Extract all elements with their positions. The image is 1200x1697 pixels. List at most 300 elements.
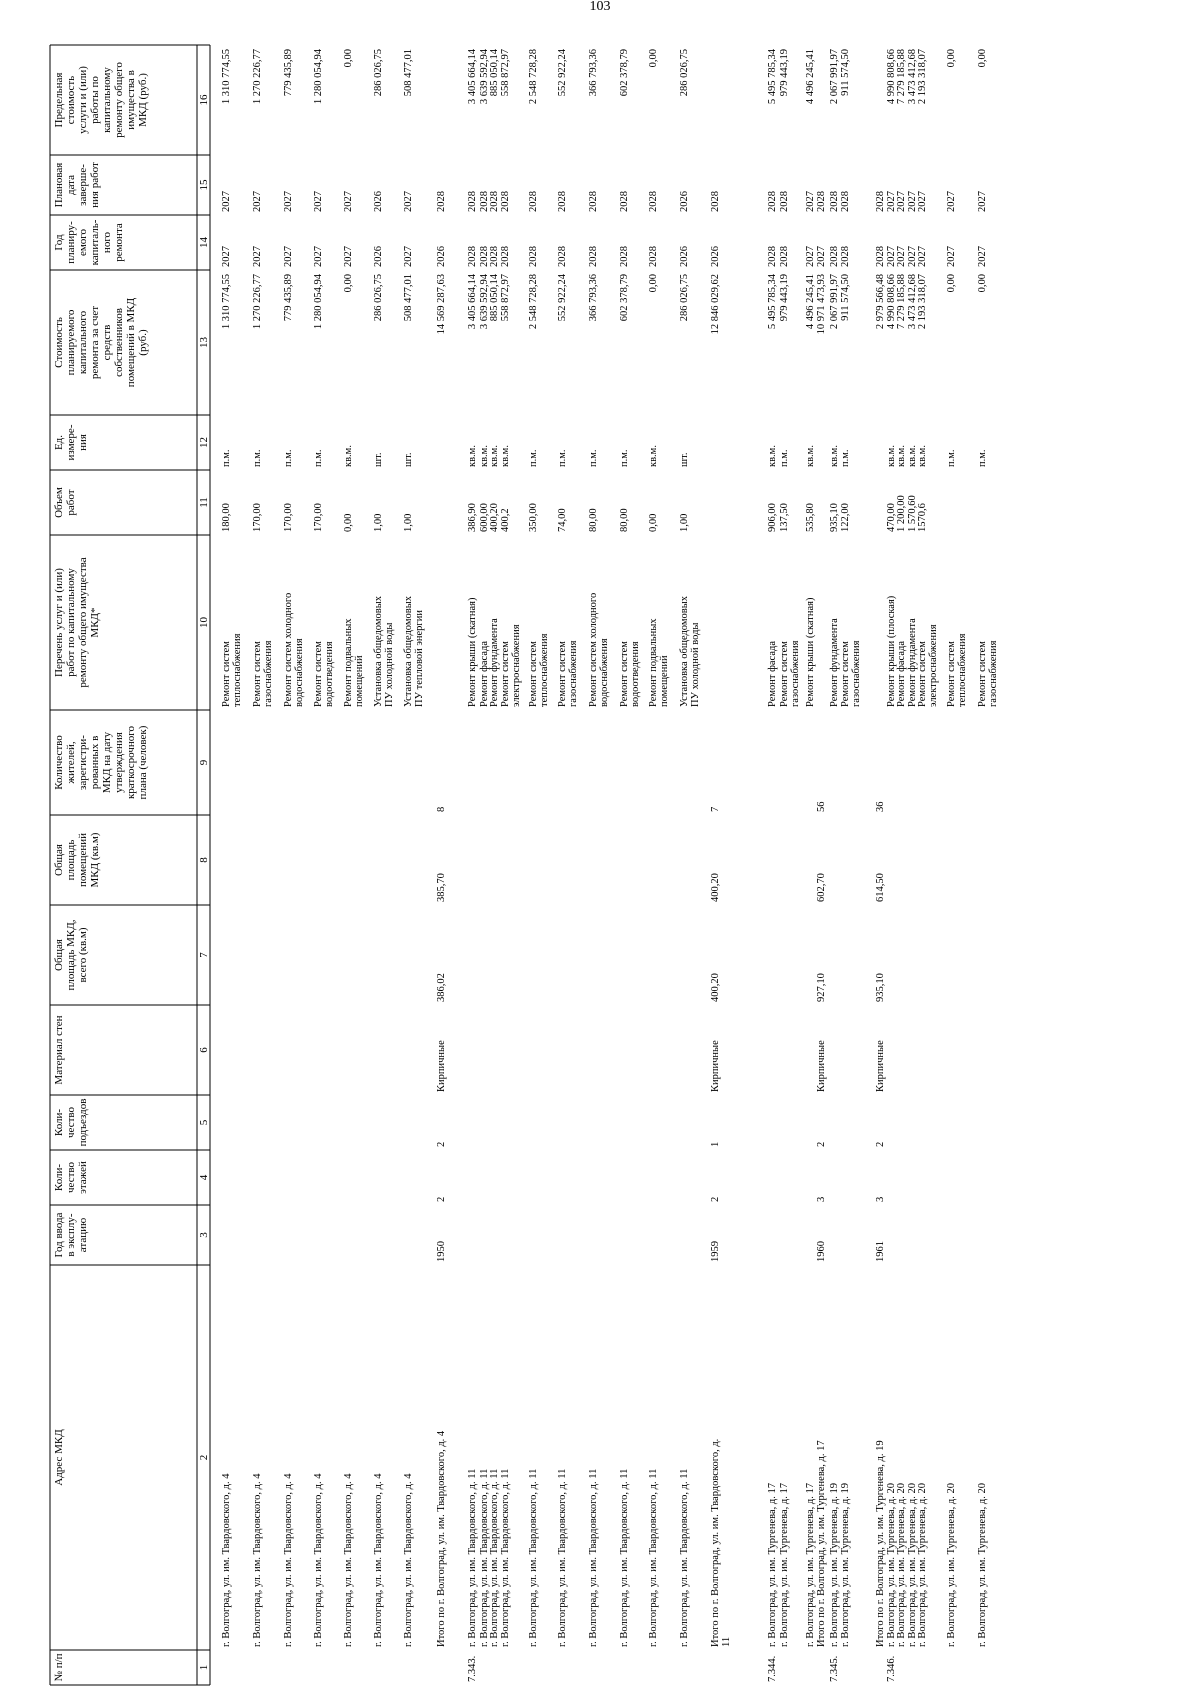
row-work-item: водоснабжения bbox=[599, 638, 610, 707]
row-planned-year: 2027 bbox=[886, 246, 897, 267]
row-address: г. Волгоград, ул. им. Твардовского, д. 4 bbox=[373, 1473, 384, 1647]
row-volume: 470,00 bbox=[886, 503, 897, 532]
row-cost: 779 435,89 bbox=[283, 274, 294, 322]
row-volume: 400,2 bbox=[500, 508, 511, 532]
row-completion-date: 2028 bbox=[829, 191, 840, 212]
column-header-16: Предельная стоимость услуги и (или) работы по капитальному ремонту общего имущества в МКД (руб.) bbox=[53, 62, 149, 138]
row-address: Итого по г. Волгоград, ул. им. Тургенева, д. 17 bbox=[816, 1440, 827, 1647]
row-work-item: ПУ холодной воды bbox=[690, 622, 701, 707]
column-number-4: 4 bbox=[198, 1174, 210, 1181]
row-residents: 8 bbox=[436, 806, 447, 812]
row-planned-year: 2028 bbox=[829, 246, 840, 267]
row-address: г. Волгоград, ул. им. Тургенева, д. 17 bbox=[779, 1483, 790, 1647]
column-header-14: Год планиру- емого капиталь- ного ремонта bbox=[53, 219, 125, 266]
row-work-item: Ремонт крыши (скатная) bbox=[805, 597, 816, 707]
row-completion-date: 2027 bbox=[907, 191, 918, 212]
row-year: 1959 bbox=[710, 1241, 721, 1262]
row-address: г. Волгоград, ул. им. Твардовского, д. 11 bbox=[557, 1468, 568, 1647]
row-planned-year: 2027 bbox=[946, 246, 957, 267]
row-planned-year: 2027 bbox=[917, 246, 928, 267]
row-unit: кв.м. bbox=[907, 445, 918, 467]
row-completion-date: 2027 bbox=[946, 191, 957, 212]
row-cost: 5 495 785,34 bbox=[767, 274, 778, 330]
column-number-12: 12 bbox=[198, 437, 210, 448]
row-volume: 170,00 bbox=[283, 503, 294, 532]
column-header-4: Коли- чество этажей bbox=[53, 1161, 89, 1194]
row-volume: 535,80 bbox=[805, 503, 816, 532]
row-floors: 3 bbox=[875, 1196, 886, 1202]
row-cost: 911 574,50 bbox=[840, 274, 851, 321]
row-volume: 1,00 bbox=[373, 513, 384, 532]
column-number-6: 6 bbox=[198, 1047, 210, 1053]
column-header-12: Ед. измере- ния bbox=[53, 424, 89, 461]
row-planned-year: 2027 bbox=[977, 246, 988, 267]
column-header-13: Стоимость планируемого капитального ремонта за счет средств собственников помещений в МКД (руб.) bbox=[53, 297, 149, 388]
row-planned-year: 2028 bbox=[528, 246, 539, 267]
row-work-item: газоснабжения bbox=[851, 640, 862, 707]
row-completion-date: 2027 bbox=[403, 191, 414, 212]
row-entrances: 2 bbox=[436, 1141, 447, 1147]
row-residents: 7 bbox=[710, 806, 721, 812]
row-address: Итого по г. Волгоград, ул. им. Твардовского, д. bbox=[710, 1438, 721, 1647]
row-limit-cost: 979 443,19 bbox=[779, 49, 790, 97]
row-planned-year: 2028 bbox=[875, 246, 886, 267]
row-cost: 286 026,75 bbox=[679, 274, 690, 322]
column-header-15: Плановая дата заверше- ния работ bbox=[53, 162, 101, 208]
row-work-item: Ремонт систем bbox=[557, 641, 568, 707]
row-address: г. Волгоград, ул. им. Твардовского, д. 11 bbox=[588, 1468, 599, 1647]
row-completion-date: 2028 bbox=[875, 191, 886, 212]
row-cost: 1 270 226,77 bbox=[252, 274, 263, 330]
row-address: г. Волгоград, ул. им. Твардовского, д. 11 bbox=[619, 1468, 630, 1647]
row-planned-year: 2027 bbox=[907, 246, 918, 267]
column-header-3: Год ввода в эксплу- атацию bbox=[53, 1212, 89, 1258]
row-planned-year: 2028 bbox=[489, 246, 500, 267]
row-completion-date: 2028 bbox=[479, 191, 490, 212]
row-unit: шт. bbox=[679, 452, 690, 467]
row-work-item: газоснабжения bbox=[988, 640, 999, 707]
row-floors: 2 bbox=[710, 1196, 721, 1202]
row-address: Итого по г. Волгоград, ул. им. Тургенева, д. 19 bbox=[875, 1440, 886, 1647]
row-planned-year: 2028 bbox=[840, 246, 851, 267]
row-premises-area: 614,50 bbox=[875, 873, 886, 902]
row-planned-year: 2028 bbox=[467, 246, 478, 267]
row-address: г. Волгоград, ул. им. Тургенева, д. 17 bbox=[767, 1483, 778, 1647]
row-cost: 4 496 245,41 bbox=[805, 274, 816, 330]
row-volume: 600,00 bbox=[479, 503, 490, 532]
row-completion-date: 2028 bbox=[467, 191, 478, 212]
row-planned-year: 2027 bbox=[252, 246, 263, 267]
column-number-1: 1 bbox=[198, 1664, 210, 1671]
row-limit-cost: 552 922,24 bbox=[557, 49, 568, 97]
row-address: г. Волгоград, ул. им. Тургенева, д. 20 bbox=[896, 1483, 907, 1647]
row-completion-date: 2028 bbox=[779, 191, 790, 212]
row-address: г. Волгоград, ул. им. Твардовского, д. 4 bbox=[343, 1473, 354, 1647]
row-year: 1960 bbox=[816, 1241, 827, 1262]
row-limit-cost: 0,00 bbox=[343, 49, 354, 68]
row-volume: 0,00 bbox=[648, 513, 659, 532]
column-header-9: Количество жителей, зарегистри- рованных в МКД на дату утверждения краткосрочного плана (человек) bbox=[53, 725, 149, 800]
row-cost: 0,00 bbox=[946, 274, 957, 293]
column-header-8: Общая площадь помещений МКД (кв.м) bbox=[53, 832, 101, 888]
column-header-5: Коли- чество подъездов bbox=[53, 1098, 89, 1147]
row-cost: 12 846 029,62 bbox=[710, 274, 721, 335]
row-cost: 885 050,14 bbox=[489, 274, 500, 322]
row-limit-cost: 4 496 245,41 bbox=[805, 49, 816, 105]
row-work-item: Установка общедомовых bbox=[679, 595, 690, 707]
row-address: г. Волгоград, ул. им. Тургенева, д. 20 bbox=[907, 1483, 918, 1647]
row-volume: 80,00 bbox=[619, 508, 630, 532]
row-entrances: 1 bbox=[710, 1141, 721, 1147]
row-work-item: Ремонт систем bbox=[840, 641, 851, 707]
row-total-area: 935,10 bbox=[875, 973, 886, 1002]
row-total-area: 400,20 bbox=[710, 973, 721, 1002]
row-completion-date: 2028 bbox=[648, 191, 659, 212]
row-address: 11 bbox=[721, 1636, 732, 1647]
row-premises-area: 602,70 bbox=[816, 873, 827, 902]
row-address: г. Волгоград, ул. им. Твардовского, д. 11 bbox=[500, 1468, 511, 1647]
row-unit: п.м. bbox=[528, 449, 539, 467]
row-number: 7.343. bbox=[467, 1655, 478, 1682]
row-cost: 14 569 287,63 bbox=[436, 274, 447, 335]
row-limit-cost: 4 990 808,66 bbox=[886, 49, 897, 105]
row-cost: 0,00 bbox=[648, 274, 659, 293]
row-work-item: водоотведения bbox=[630, 641, 641, 707]
column-number-7: 7 bbox=[198, 952, 210, 958]
row-planned-year: 2028 bbox=[648, 246, 659, 267]
row-planned-year: 2028 bbox=[619, 246, 630, 267]
row-work-item: Ремонт систем bbox=[252, 641, 263, 707]
row-volume: 80,00 bbox=[588, 508, 599, 532]
row-planned-year: 2028 bbox=[767, 246, 778, 267]
row-unit: кв.м. bbox=[500, 445, 511, 467]
row-work-item: помещений bbox=[659, 655, 670, 707]
column-number-2: 2 bbox=[198, 1454, 210, 1461]
row-address: г. Волгоград, ул. им. Твардовского, д. 4 bbox=[283, 1473, 294, 1647]
row-limit-cost: 2 548 728,28 bbox=[528, 49, 539, 105]
row-year: 1950 bbox=[436, 1241, 447, 1262]
row-volume: 1 200,00 bbox=[896, 495, 907, 532]
row-work-item: Ремонт систем bbox=[313, 641, 324, 707]
row-planned-year: 2028 bbox=[779, 246, 790, 267]
row-work-item: Ремонт фасада bbox=[479, 640, 490, 707]
row-premises-area: 385,70 bbox=[436, 873, 447, 902]
row-unit: кв.м. bbox=[886, 445, 897, 467]
row-cost: 366 793,36 bbox=[588, 274, 599, 322]
column-number-9: 9 bbox=[198, 759, 210, 766]
row-address: г. Волгоград, ул. им. Твардовского, д. 4 bbox=[252, 1473, 263, 1647]
row-planned-year: 2028 bbox=[479, 246, 490, 267]
row-cost: 3 639 592,94 bbox=[479, 274, 490, 330]
row-work-item: Ремонт систем холодного bbox=[588, 592, 599, 707]
row-planned-year: 2026 bbox=[436, 246, 447, 267]
row-volume: 170,00 bbox=[313, 503, 324, 532]
row-limit-cost: 558 872,97 bbox=[500, 49, 511, 97]
row-cost: 7 279 185,88 bbox=[896, 274, 907, 330]
row-work-item: Ремонт крыши (скатная) bbox=[467, 597, 478, 707]
row-wall-material: Кирпичные bbox=[816, 1040, 827, 1092]
row-completion-date: 2028 bbox=[500, 191, 511, 212]
row-wall-material: Кирпичные bbox=[875, 1040, 886, 1092]
row-address: Итого по г. Волгоград, ул. им. Твардовского, д. 4 bbox=[436, 1430, 447, 1647]
row-unit: кв.м. bbox=[343, 445, 354, 467]
column-header-7: Общая площадь МКД, всего (кв.м) bbox=[53, 919, 89, 991]
row-cost: 2 979 566,48 bbox=[875, 274, 886, 330]
row-unit: кв.м. bbox=[648, 445, 659, 467]
row-volume: 1,00 bbox=[679, 513, 690, 532]
row-unit: кв.м. bbox=[805, 445, 816, 467]
row-wall-material: Кирпичные bbox=[436, 1040, 447, 1092]
row-planned-year: 2027 bbox=[403, 246, 414, 267]
row-cost: 552 922,24 bbox=[557, 274, 568, 322]
row-limit-cost: 5 495 785,34 bbox=[767, 49, 778, 105]
column-number-11: 11 bbox=[198, 497, 210, 508]
column-header-11: Объем работ bbox=[53, 487, 77, 518]
row-work-item: теплоснабжения bbox=[957, 633, 968, 707]
row-unit: п.м. bbox=[283, 449, 294, 467]
row-unit: кв.м. bbox=[489, 445, 500, 467]
row-unit: шт. bbox=[403, 452, 414, 467]
row-address: г. Волгоград, ул. им. Твардовского, д. 11 bbox=[679, 1468, 690, 1647]
row-cost: 979 443,19 bbox=[779, 274, 790, 322]
row-unit: кв.м. bbox=[917, 445, 928, 467]
row-completion-date: 2028 bbox=[436, 191, 447, 212]
row-completion-date: 2028 bbox=[528, 191, 539, 212]
row-planned-year: 2027 bbox=[816, 246, 827, 267]
row-planned-year: 2027 bbox=[313, 246, 324, 267]
row-unit: п.м. bbox=[840, 449, 851, 467]
row-work-item: Ремонт систем bbox=[528, 641, 539, 707]
column-number-15: 15 bbox=[198, 179, 210, 191]
row-address: г. Волгоград, ул. им. Твардовского, д. 11 bbox=[479, 1468, 490, 1647]
column-number-14: 14 bbox=[198, 237, 210, 248]
column-header-1: № п/п bbox=[53, 1653, 65, 1682]
column-header-10: Перечень услуг и (или) работ по капитальному ремонту общего имущества МКД* bbox=[53, 557, 101, 688]
row-limit-cost: 911 574,50 bbox=[840, 49, 851, 96]
row-volume: 170,00 bbox=[252, 503, 263, 532]
row-limit-cost: 0,00 bbox=[648, 49, 659, 68]
row-address: г. Волгоград, ул. им. Тургенева, д. 19 bbox=[829, 1483, 840, 1647]
row-work-item: Ремонт систем bbox=[977, 641, 988, 707]
row-work-item: Ремонт систем bbox=[221, 641, 232, 707]
row-completion-date: 2027 bbox=[886, 191, 897, 212]
row-limit-cost: 1 310 774,55 bbox=[221, 49, 232, 105]
row-completion-date: 2028 bbox=[710, 191, 721, 212]
row-completion-date: 2027 bbox=[343, 191, 354, 212]
row-volume: 386,90 bbox=[467, 503, 478, 532]
row-work-item: Ремонт крыши (плоская) bbox=[886, 595, 897, 707]
row-total-area: 927,10 bbox=[816, 973, 827, 1002]
row-cost: 1 310 774,55 bbox=[221, 274, 232, 330]
row-work-item: Ремонт систем bbox=[946, 641, 957, 707]
row-number: 7.345. bbox=[829, 1655, 840, 1682]
row-work-item: Ремонт систем холодного bbox=[283, 592, 294, 707]
row-address: г. Волгоград, ул. им. Тургенева, д. 19 bbox=[840, 1483, 851, 1647]
row-work-item: Ремонт фундамента bbox=[829, 618, 840, 707]
row-work-item: Ремонт подвальных bbox=[648, 618, 659, 707]
row-limit-cost: 0,00 bbox=[946, 49, 957, 68]
row-completion-date: 2026 bbox=[679, 191, 690, 212]
row-planned-year: 2027 bbox=[805, 246, 816, 267]
row-floors: 2 bbox=[436, 1196, 447, 1202]
row-volume: 1570,6 bbox=[917, 503, 928, 532]
row-volume: 74,00 bbox=[557, 508, 568, 532]
row-cost: 558 872,97 bbox=[500, 274, 511, 322]
row-planned-year: 2027 bbox=[221, 246, 232, 267]
row-address: г. Волгоград, ул. им. Твардовского, д. 11 bbox=[467, 1468, 478, 1647]
row-planned-year: 2026 bbox=[710, 246, 721, 267]
row-completion-date: 2028 bbox=[767, 191, 778, 212]
row-cost: 2 193 318,07 bbox=[917, 274, 928, 330]
row-planned-year: 2028 bbox=[557, 246, 568, 267]
row-entrances: 2 bbox=[875, 1141, 886, 1147]
row-address: г. Волгоград, ул. им. Твардовского, д. 11 bbox=[489, 1468, 500, 1647]
row-address: г. Волгоград, ул. им. Тургенева, д. 20 bbox=[946, 1483, 957, 1647]
row-completion-date: 2027 bbox=[283, 191, 294, 212]
row-planned-year: 2026 bbox=[373, 246, 384, 267]
row-limit-cost: 7 279 185,88 bbox=[896, 49, 907, 105]
row-unit: кв.м. bbox=[767, 445, 778, 467]
row-work-item: Установка общедомовых bbox=[403, 595, 414, 707]
row-completion-date: 2027 bbox=[313, 191, 324, 212]
row-completion-date: 2026 bbox=[373, 191, 384, 212]
row-premises-area: 400,20 bbox=[710, 873, 721, 902]
row-volume: 350,00 bbox=[528, 503, 539, 532]
row-volume: 180,00 bbox=[221, 503, 232, 532]
row-work-item: помещений bbox=[354, 655, 365, 707]
row-work-item: Ремонт систем bbox=[779, 641, 790, 707]
row-work-item: ПУ холодной воды bbox=[384, 622, 395, 707]
row-cost: 3 405 664,14 bbox=[467, 274, 478, 330]
row-work-item: водоснабжения bbox=[294, 638, 305, 707]
row-work-item: Ремонт фундамента bbox=[489, 618, 500, 707]
row-cost: 2 067 991,97 bbox=[829, 274, 840, 330]
row-work-item: газоснабжения bbox=[790, 640, 801, 707]
row-planned-year: 2027 bbox=[283, 246, 294, 267]
column-number-3: 3 bbox=[198, 1232, 210, 1238]
column-number-5: 5 bbox=[198, 1119, 210, 1126]
column-number-8: 8 bbox=[198, 857, 210, 863]
row-number: 7.346. bbox=[886, 1655, 897, 1682]
row-limit-cost: 2 193 318,07 bbox=[917, 49, 928, 105]
row-unit: п.м. bbox=[252, 449, 263, 467]
row-completion-date: 2027 bbox=[252, 191, 263, 212]
row-address: г. Волгоград, ул. им. Твардовского, д. 11 bbox=[648, 1468, 659, 1647]
row-unit: п.м. bbox=[779, 449, 790, 467]
row-work-item: электроснабжения bbox=[511, 624, 522, 707]
row-limit-cost: 286 026,75 bbox=[373, 49, 384, 97]
row-volume: 906,00 bbox=[767, 503, 778, 532]
row-address: г. Волгоград, ул. им. Тургенева, д. 20 bbox=[917, 1483, 928, 1647]
row-volume: 400,20 bbox=[489, 503, 500, 532]
row-work-item: водоотведения bbox=[324, 641, 335, 707]
row-completion-date: 2028 bbox=[816, 191, 827, 212]
row-unit: п.м. bbox=[221, 449, 232, 467]
row-planned-year: 2027 bbox=[896, 246, 907, 267]
row-work-item: газоснабжения bbox=[263, 640, 274, 707]
row-cost: 0,00 bbox=[977, 274, 988, 293]
row-limit-cost: 3 639 592,94 bbox=[479, 49, 490, 105]
row-cost: 508 477,01 bbox=[403, 274, 414, 322]
row-completion-date: 2028 bbox=[619, 191, 630, 212]
column-header-2: Адрес МКД bbox=[53, 1429, 65, 1486]
row-work-item: ПУ тепловой энергии bbox=[414, 610, 425, 707]
row-cost: 0,00 bbox=[343, 274, 354, 293]
row-volume: 0,00 bbox=[343, 513, 354, 532]
row-unit: кв.м. bbox=[896, 445, 907, 467]
row-completion-date: 2028 bbox=[840, 191, 851, 212]
row-residents: 56 bbox=[816, 801, 827, 812]
row-planned-year: 2027 bbox=[343, 246, 354, 267]
row-cost: 602 378,79 bbox=[619, 274, 630, 322]
row-volume: 935,10 bbox=[829, 503, 840, 532]
row-work-item: Ремонт фасада bbox=[767, 640, 778, 707]
row-planned-year: 2028 bbox=[500, 246, 511, 267]
row-unit: п.м. bbox=[619, 449, 630, 467]
row-number: 7.344. bbox=[767, 1655, 778, 1682]
row-work-item: газоснабжения bbox=[568, 640, 579, 707]
column-header-6: Материал стен bbox=[53, 1015, 65, 1085]
row-limit-cost: 3 405 664,14 bbox=[467, 49, 478, 105]
row-limit-cost: 0,00 bbox=[977, 49, 988, 68]
row-work-item: Ремонт систем bbox=[500, 641, 511, 707]
row-unit: п.м. bbox=[313, 449, 324, 467]
row-work-item: электроснабжения bbox=[928, 624, 939, 707]
row-work-item: Ремонт систем bbox=[917, 641, 928, 707]
row-completion-date: 2027 bbox=[896, 191, 907, 212]
row-cost: 10 971 473,93 bbox=[816, 274, 827, 335]
row-work-item: Ремонт фасада bbox=[896, 640, 907, 707]
row-completion-date: 2028 bbox=[588, 191, 599, 212]
row-address: г. Волгоград, ул. им. Тургенева, д. 20 bbox=[886, 1483, 897, 1647]
row-unit: кв.м. bbox=[479, 445, 490, 467]
row-floors: 3 bbox=[816, 1196, 827, 1202]
row-unit: п.м. bbox=[588, 449, 599, 467]
row-cost: 286 026,75 bbox=[373, 274, 384, 322]
row-limit-cost: 602 378,79 bbox=[619, 49, 630, 97]
row-limit-cost: 3 473 412,68 bbox=[907, 49, 918, 105]
row-limit-cost: 885 050,14 bbox=[489, 49, 500, 97]
row-address: г. Волгоград, ул. им. Твардовского, д. 4 bbox=[221, 1473, 232, 1647]
row-work-item: теплоснабжения bbox=[232, 633, 243, 707]
row-planned-year: 2026 bbox=[679, 246, 690, 267]
row-limit-cost: 286 026,75 bbox=[679, 49, 690, 97]
row-volume: 137,50 bbox=[779, 503, 790, 532]
row-limit-cost: 1 280 054,94 bbox=[313, 49, 324, 105]
row-completion-date: 2027 bbox=[977, 191, 988, 212]
row-planned-year: 2028 bbox=[588, 246, 599, 267]
row-completion-date: 2027 bbox=[917, 191, 928, 212]
row-total-area: 386,02 bbox=[436, 973, 447, 1002]
row-completion-date: 2028 bbox=[557, 191, 568, 212]
column-number-10: 10 bbox=[198, 617, 210, 628]
row-limit-cost: 1 270 226,77 bbox=[252, 49, 263, 105]
row-work-item: Ремонт систем bbox=[619, 641, 630, 707]
row-year: 1961 bbox=[875, 1241, 886, 1262]
row-unit: п.м. bbox=[946, 449, 957, 467]
row-volume: 1,00 bbox=[403, 513, 414, 532]
row-unit: шт. bbox=[373, 452, 384, 467]
row-cost: 3 473 412,68 bbox=[907, 274, 918, 330]
row-limit-cost: 2 067 991,97 bbox=[829, 49, 840, 105]
row-cost: 1 280 054,94 bbox=[313, 274, 324, 330]
row-completion-date: 2028 bbox=[489, 191, 500, 212]
row-volume: 1 570,60 bbox=[907, 495, 918, 532]
row-address: г. Волгоград, ул. им. Твардовского, д. 4 bbox=[313, 1473, 324, 1647]
row-completion-date: 2027 bbox=[221, 191, 232, 212]
row-work-item: Ремонт подвальных bbox=[343, 618, 354, 707]
row-residents: 36 bbox=[875, 801, 886, 812]
